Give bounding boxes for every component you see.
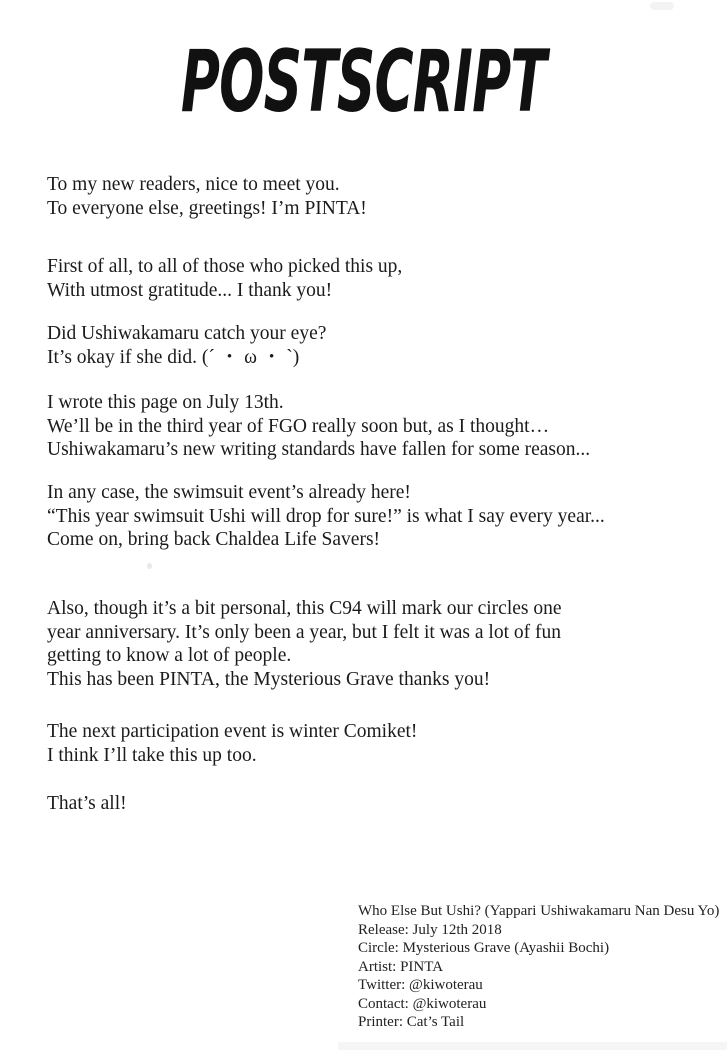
paragraph-july-13th bbox=[47, 391, 590, 462]
text-line: “This year swimsuit Ushi will drop for sure!” is what I say every year... bbox=[47, 505, 605, 527]
colophon-circle-line: Circle: Mysterious Grave (Ayashii Bochi) bbox=[358, 940, 610, 956]
colophon-contact-line: Contact: @kiwoterau bbox=[358, 995, 487, 1012]
paragraph-anniversary bbox=[47, 597, 562, 691]
text-line: First of all, to all of those who picked this up, bbox=[47, 256, 403, 277]
text-line: getting to know a lot of people. bbox=[47, 645, 292, 666]
scan-shadow-strip bbox=[338, 1042, 727, 1050]
colophon-artist-line: Artist: PINTA bbox=[358, 958, 444, 975]
paragraph-greeting bbox=[47, 173, 367, 220]
text-line: This has been PINTA, the Mysterious Grave thanks you! bbox=[47, 668, 491, 690]
paragraph-gratitude bbox=[47, 255, 402, 302]
text-line: I think I’ll take this up too. bbox=[47, 744, 257, 766]
text-line: In any case, the swimsuit event’s already here! bbox=[47, 482, 411, 503]
colophon-release-line: Release: July 12th 2018 bbox=[358, 921, 502, 938]
scan-speck bbox=[147, 563, 152, 569]
page-title bbox=[0, 32, 727, 132]
paragraph-closing bbox=[47, 792, 127, 816]
text-line: We’ll be in the third year of FGO really soon but, as I thought… bbox=[47, 415, 550, 437]
text-line: The next participation event is winter Comiket! bbox=[47, 721, 418, 742]
text-line: Ushiwakamaru’s new writing standards have fallen for some reason... bbox=[47, 439, 591, 460]
colophon-title-line: Who Else But Ushi? (Yappari Ushiwakamaru Nan Desu Yo) bbox=[358, 903, 720, 919]
text-line: year anniversary. It’s only been a year, but I felt it was a lot of fun bbox=[47, 621, 561, 643]
text-line: To my new readers, nice to meet you. bbox=[47, 174, 340, 195]
paragraph-ushiwakamaru bbox=[47, 322, 326, 369]
colophon-twitter-line: Twitter: @kiwoterau bbox=[358, 977, 483, 993]
text-line: Also, though it’s a bit personal, this C94 will mark our circles one bbox=[47, 598, 562, 619]
paragraph-swimsuit-event bbox=[47, 481, 605, 552]
text-line: That’s all! bbox=[47, 793, 127, 814]
colophon bbox=[358, 902, 719, 1032]
text-line: I wrote this page on July 13th. bbox=[47, 392, 284, 413]
text-line: It’s okay if she did. (´ ・ ω ・ `) bbox=[47, 346, 300, 368]
text-line: To everyone else, greetings! I’m PINTA! bbox=[47, 197, 367, 219]
page-title-text: POSTSCRIPT bbox=[180, 32, 547, 132]
paragraph-next-event bbox=[47, 720, 417, 767]
text-line: With utmost gratitude... I thank you! bbox=[47, 279, 333, 301]
colophon-printer-line: Printer: Cat’s Tail bbox=[358, 1014, 465, 1030]
text-line: Did Ushiwakamaru catch your eye? bbox=[47, 323, 327, 344]
text-line: Come on, bring back Chaldea Life Savers! bbox=[47, 529, 381, 550]
scan-smudge bbox=[650, 2, 674, 10]
